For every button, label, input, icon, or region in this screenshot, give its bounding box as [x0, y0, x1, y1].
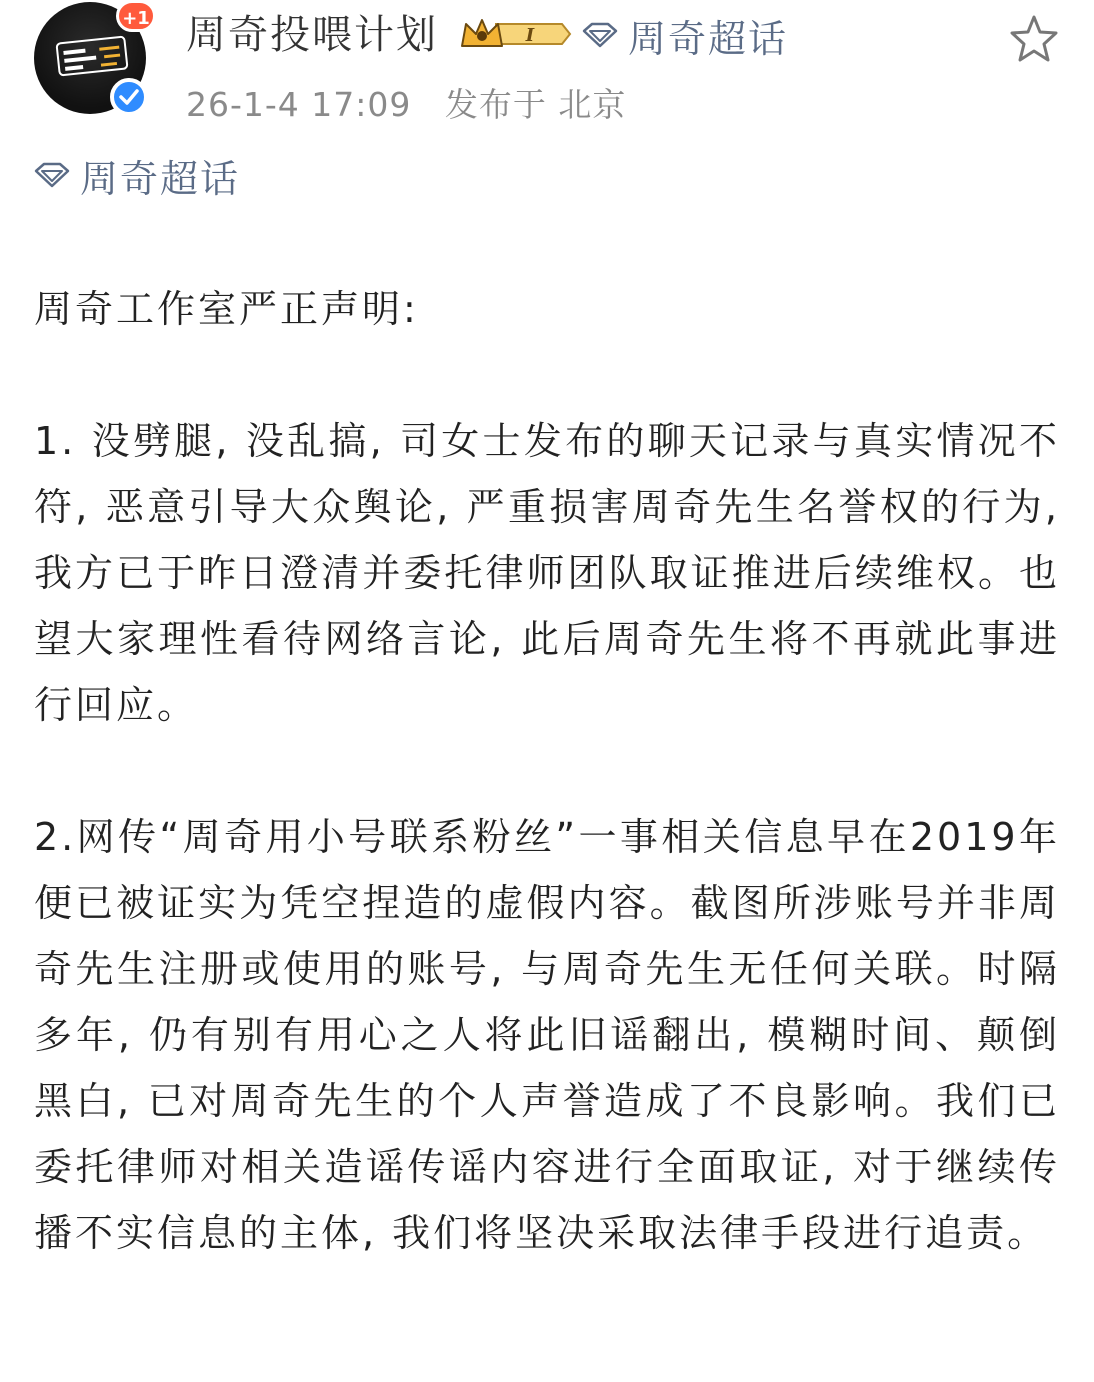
- crown-icon: [460, 14, 572, 54]
- level-badge: I: [525, 25, 535, 46]
- post-header: [0, 0, 1094, 140]
- post-meta: [186, 82, 648, 128]
- topic-tag-link[interactable]: [34, 148, 240, 202]
- favorite-button[interactable]: [1008, 14, 1060, 64]
- statement-paragraph-1: 1. 没劈腿, 没乱搞, 司女士发布的聊天记录与真实情况不符, 恶意引导大众舆论, 严重损害周奇先生名誉权的行为, 我方已于昨日澄清并委托律师团队取证推进后续维权。也望大家理性看待网络言论, 此后周奇先生将不再就此事进行回应。: [34, 419, 1076, 727]
- statement-paragraph-2: 2.网传“周奇用小号联系粉丝”一事相关信息早在2019年便已被证实为凭空捏造的虚假内容。截图所涉账号并非周奇先生注册或使用的账号, 与周奇先生无任何关联。时隔多年, 仍有别有用心之人将此旧谣翻出, 模糊时间、颠倒黑白, 已对周奇先生的个人声誉造成了不良影响。我们已委托律师对相关造谣传谣内容进行全面取证, 对于继续传播不实信息的主体, 我们将坚决采取法律手段进行追责。: [34, 815, 1060, 1255]
- verified-icon: [110, 78, 148, 116]
- super-topic-label: 周奇超话: [628, 16, 789, 61]
- post-timestamp: 26-1-4 17:09: [186, 85, 412, 124]
- star-outline-icon: [1008, 14, 1060, 64]
- super-topic-link[interactable]: [582, 8, 788, 62]
- user-name[interactable]: 周奇投喂计划: [186, 12, 438, 58]
- topic-tag-label: 周奇超话: [80, 156, 241, 201]
- diamond-icon: [34, 153, 70, 197]
- post-content: [34, 276, 1076, 1266]
- post-location: 发布于 北京: [444, 85, 627, 124]
- diamond-icon: [582, 13, 618, 57]
- statement-title: 周奇工作室严正声明:: [34, 287, 419, 331]
- notification-badge: +1: [116, 0, 156, 32]
- avatar-logo: [54, 32, 130, 79]
